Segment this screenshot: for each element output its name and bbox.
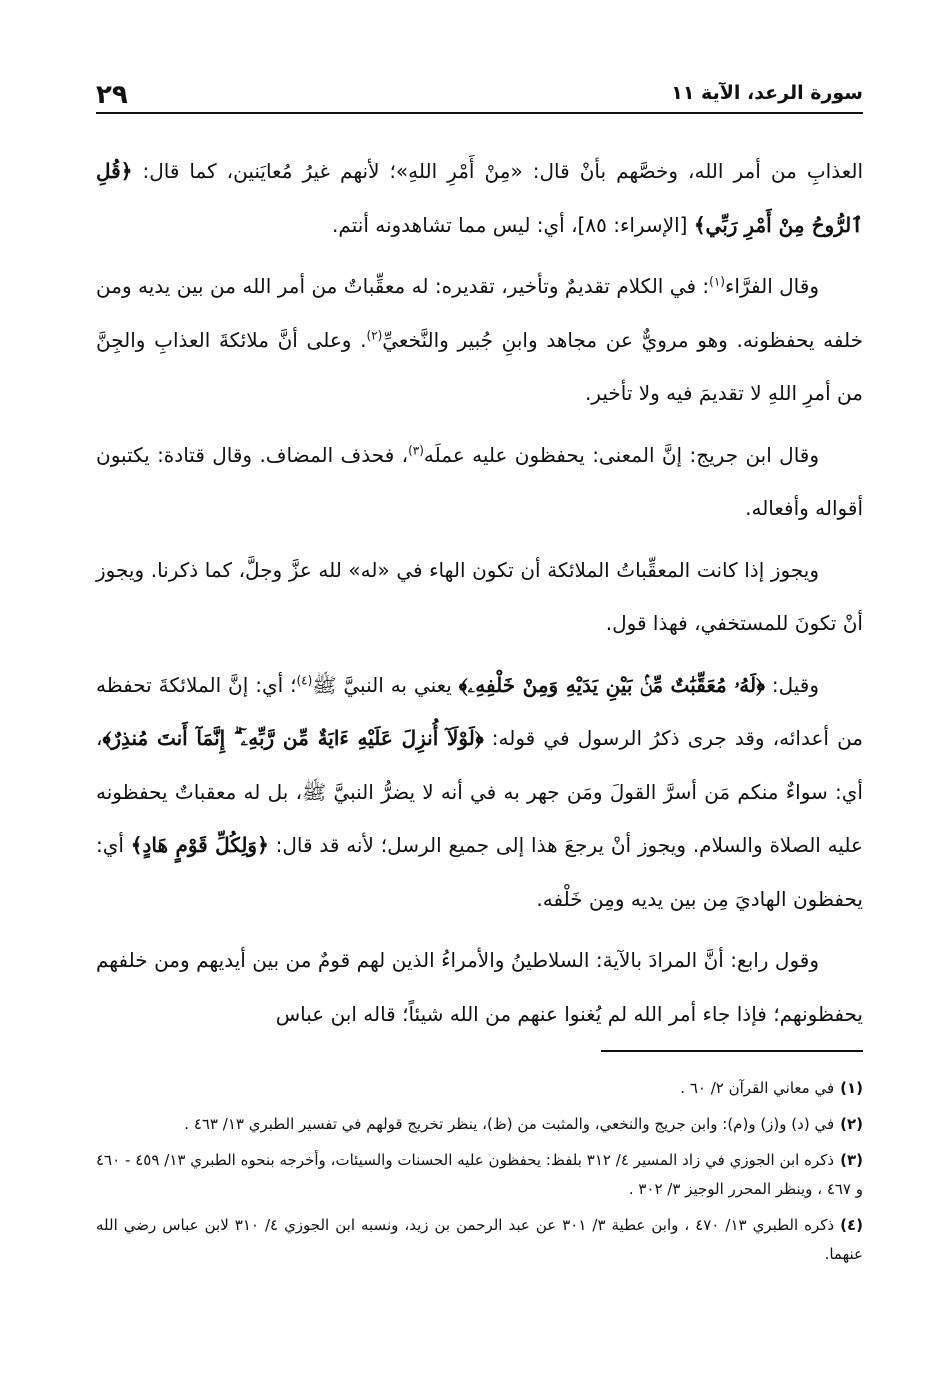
footnote-separator [601, 1050, 863, 1052]
footnote-reference: (٣) [408, 442, 424, 457]
text-segment: وقول رابع: أنَّ المرادَ بالآية: السلاطينُ والأمراءُ الذين لهم قومٌ من بين أيديهم ومن خلفهم يحفظونهم؛ فإذا جاء أمر الله لم يُغنوا عنهم من الله شيئاً؛ قاله ابن عباس [96, 948, 863, 1026]
paragraph [96, 260, 863, 421]
paragraph [96, 934, 863, 1041]
text-segment: : في الكلام تقديمٌ وتأخير، تقديره: له معقِّباتٌ من أمر الله من بين يديه ومن خلفه يحفظونه. وهو مرويٌّ عن مجاهد وابنِ جُبير والنَّخعيِّ [96, 274, 863, 352]
text-segment: وقيل: [764, 672, 820, 697]
text-segment: ، فحذف المضاف. وقال قتادة: يكتبون أقواله وأفعاله. [96, 442, 863, 520]
running-title: سورة الرعد، الآية ١١ [671, 82, 863, 104]
text-segment: وقال ابن جريج: إنَّ المعنى: يحفظون عليه عملَه [423, 442, 820, 467]
quran-verse: ﴿لَوْلَآ أُنزِلَ عَلَيْهِ ءَايَةٌ مِّن رَّبِّهِۦٓ ۗ إِنَّمَآ أَنتَ مُنذِرٌ﴾ [102, 726, 484, 750]
footnote-number: (١) [840, 1079, 863, 1097]
text-segment: ، أي: سواءٌ منكم مَن أسرَّ القولَ ومَن جهر به في أنه لا يضرُّ النبيَّ ﷺ، بل له معقباتٌ يحفظونه عليه الصلاة والسلام. ويجوز أنْ يرجعَ هذا إلى جميع الرسل؛ لأنه قد قال: [96, 726, 863, 857]
text-segment: ويجوز إذا كانت المعقِّباتُ الملائكة أن تكون الهاء في «له» لله عزَّ وجلَّ، كما ذكرنا. ويجوز أنْ تكونَ للمستخفي، فهذا قول. [96, 557, 863, 635]
footnote [96, 1146, 863, 1204]
paragraph [96, 659, 863, 927]
quran-verse: ﴿وَلِكُلِّ قَوْمٍ هَادٍ﴾ [130, 833, 269, 857]
text-segment: . وعلى أنَّ ملائكةَ العذابِ والجِنَّ من أمرِ اللهِ لا تقديمَ فيه ولا تأخير. [96, 327, 863, 405]
quran-verse: ﴿قُلِ ٱلرُّوحُ مِنْ أَمْرِ رَبِّي﴾ [96, 159, 863, 237]
text-segment: وقال الفرَّاء [724, 274, 819, 298]
paragraph [96, 429, 863, 536]
paragraph [96, 145, 863, 252]
paragraph [96, 544, 863, 651]
footnote [96, 1074, 863, 1103]
footnote-text: في معاني القرآن ٢/ ٦٠ . [680, 1079, 835, 1097]
footnote-reference: (٤) [296, 672, 313, 687]
footnote-text: في (د) و(ز) و(م): وابن جريج والنخعي، والمثبت من (ظ)، ينظر تخريج قولهم في تفسير الطبري ١٣/ ٤٦٣ . [184, 1115, 835, 1133]
text-segment: يعني به النبيَّ ﷺ [312, 672, 459, 697]
footnote-number: (٣) [840, 1151, 863, 1169]
footnote-number: (٤) [840, 1216, 863, 1234]
quran-verse: ﴿لَهُۥ مُعَقِّبَٰتٌ مِّنۢ بَيْنِ يَدَيْهِ وَمِنْ خَلْفِهِۦ﴾ [458, 672, 765, 697]
footnotes [96, 1074, 863, 1276]
text-segment: ؛ أي: إنَّ الملائكةَ تحفظه من أعدائه، وقد جرى ذكرُ الرسول في قوله: [96, 672, 864, 750]
text-segment: [الإسراء: ٨٥]، أي: ليس مما تشاهدونه أنتم. [332, 212, 694, 237]
footnote-reference: (١) [709, 274, 725, 289]
page-header [96, 66, 863, 114]
footnote-text: ذكره الطبري ١٣/ ٤٧٠ ، وابن عطية ٣/ ٣٠١ عن عبد الرحمن بن زيد، ونسبه ابن الجوزي ٤/ ٣١٠ لابن عباس رضي الله عنهما. [96, 1216, 863, 1263]
footnote-reference: (٢) [366, 327, 383, 342]
footnote-text: ذكره ابن الجوزي في زاد المسير ٤/ ٣١٢ بلفظ: يحفظون عليه الحسنات والسيئات، وأخرجه بنحوه الطبري ١٣/ ٤٥٩ - ٤٦٠ و ٤٦٧ ، وينظر المحرر الوجيز ٣/ ٣٠٢ . [96, 1151, 863, 1198]
text-segment: العذابِ من أمر الله، وخصَّهم بأنْ قال: «مِنْ أَمْرِ اللهِ»؛ لأنهم غيرُ مُعايَنين، كما قال: [132, 159, 863, 183]
footnote-number: (٢) [840, 1115, 863, 1133]
footnote [96, 1211, 863, 1269]
main-text [96, 145, 863, 1041]
footnote [96, 1110, 863, 1139]
page-number: ٢٩ [96, 80, 128, 110]
text-segment: أي: يحفظون الهاديَ مِن بين يديه ومِن خَلْفه. [96, 833, 863, 911]
